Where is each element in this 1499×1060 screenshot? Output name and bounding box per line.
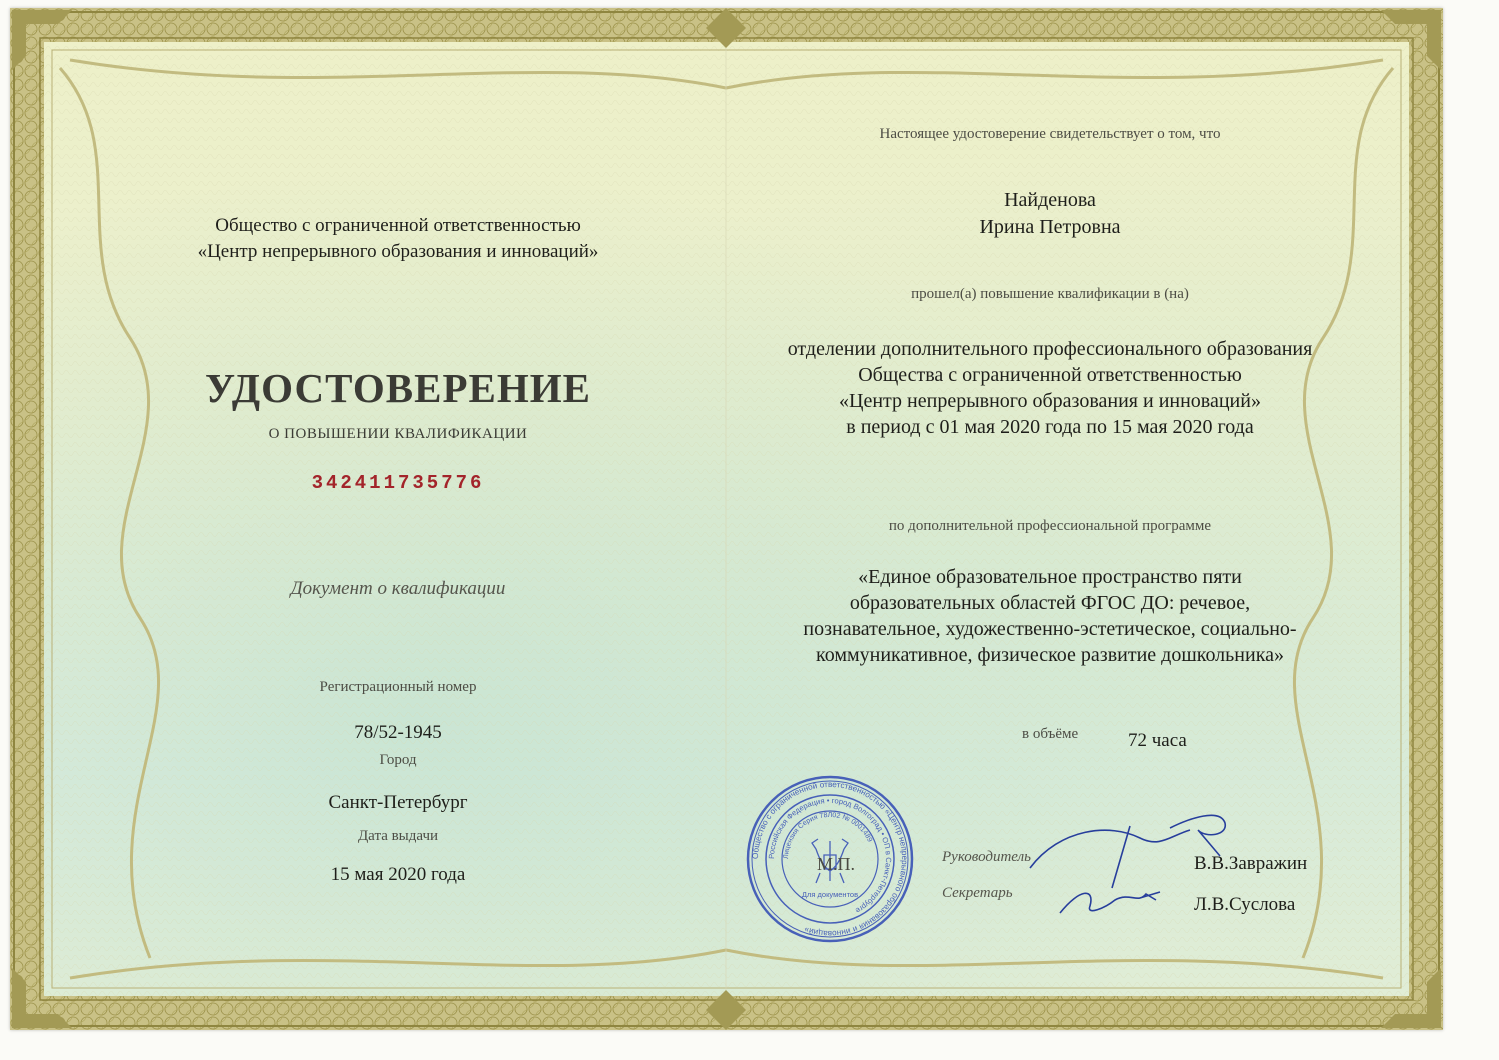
program-title-line: «Единое образовательное пространство пяти xyxy=(858,566,1242,588)
certificate-subtitle: О ПОВЫШЕНИИ КВАЛИФИКАЦИИ xyxy=(268,426,528,442)
issuer-organization-line-1: Общество с ограниченной ответственностью xyxy=(215,215,581,236)
program-title-line: коммуникативное, физическое развитие дошкольника» xyxy=(816,644,1284,666)
program-title xyxy=(700,564,1400,668)
issue-date-value: 15 мая 2020 года xyxy=(330,864,466,885)
stamp-inner-text: Российская Федерация • город Волгоград • ОП в Санкт-Петербурге xyxy=(766,795,894,916)
institution-line: Общества с ограниченной ответственностью xyxy=(858,364,1242,386)
stamp-center-text: Для документов xyxy=(801,890,859,899)
institution-line: отделении дополнительного профессионального образования xyxy=(787,338,1313,360)
issuer-organization-line-2: «Центр непрерывного образования и инноваций» xyxy=(197,241,599,262)
recipient-given-names: Ирина Петровна xyxy=(979,216,1121,238)
registration-number: 78/52-1945 xyxy=(354,722,442,743)
head-label: Руководитель xyxy=(942,849,1031,865)
secretary-label: Секретарь xyxy=(942,885,1013,901)
certificate xyxy=(10,8,1443,1030)
recipient-surname: Найденова xyxy=(1004,189,1096,211)
program-title-line: познавательное, художественно-эстетическое, социально- xyxy=(803,618,1297,640)
issuer-organization xyxy=(128,213,668,265)
stamp-outer-text: Общество с ограниченной ответственностью «Центр непрерывного образования и инноваций» xyxy=(750,779,910,939)
issue-date-label: Дата выдачи xyxy=(357,828,439,844)
intro-text: Настоящее удостоверение свидетельствует о том, что xyxy=(879,126,1221,142)
seal-place-label: М.П. xyxy=(816,854,855,874)
city-label: Город xyxy=(379,752,417,768)
secretary-name: Л.В.Суслова xyxy=(1194,894,1296,915)
document-type: Документ о квалификации xyxy=(290,578,506,599)
certificate-title: УДОСТОВЕРЕНИЕ xyxy=(204,365,592,411)
passed-training-label: прошел(а) повышение квалификации в (на) xyxy=(911,286,1189,302)
volume-label: в объёме xyxy=(1022,726,1079,742)
head-name: В.В.Завражин xyxy=(1194,853,1308,874)
stamp-license-text: Лицензия Серия 78Л02 № 0001489 xyxy=(782,811,874,860)
serial-number: 342411735776 xyxy=(311,472,485,494)
registration-label: Регистрационный номер xyxy=(319,679,477,695)
training-period: в период с 01 мая 2020 года по 15 мая 2020 года xyxy=(846,416,1254,438)
program-label: по дополнительной профессиональной программе xyxy=(888,518,1212,534)
institution-block xyxy=(700,336,1400,440)
institution-line: «Центр непрерывного образования и инноваций» xyxy=(839,390,1261,412)
program-title-line: образовательных областей ФГОС ДО: речевое, xyxy=(849,592,1251,614)
volume-value: 72 часа xyxy=(1128,730,1187,751)
city-value: Санкт-Петербург xyxy=(328,792,468,813)
